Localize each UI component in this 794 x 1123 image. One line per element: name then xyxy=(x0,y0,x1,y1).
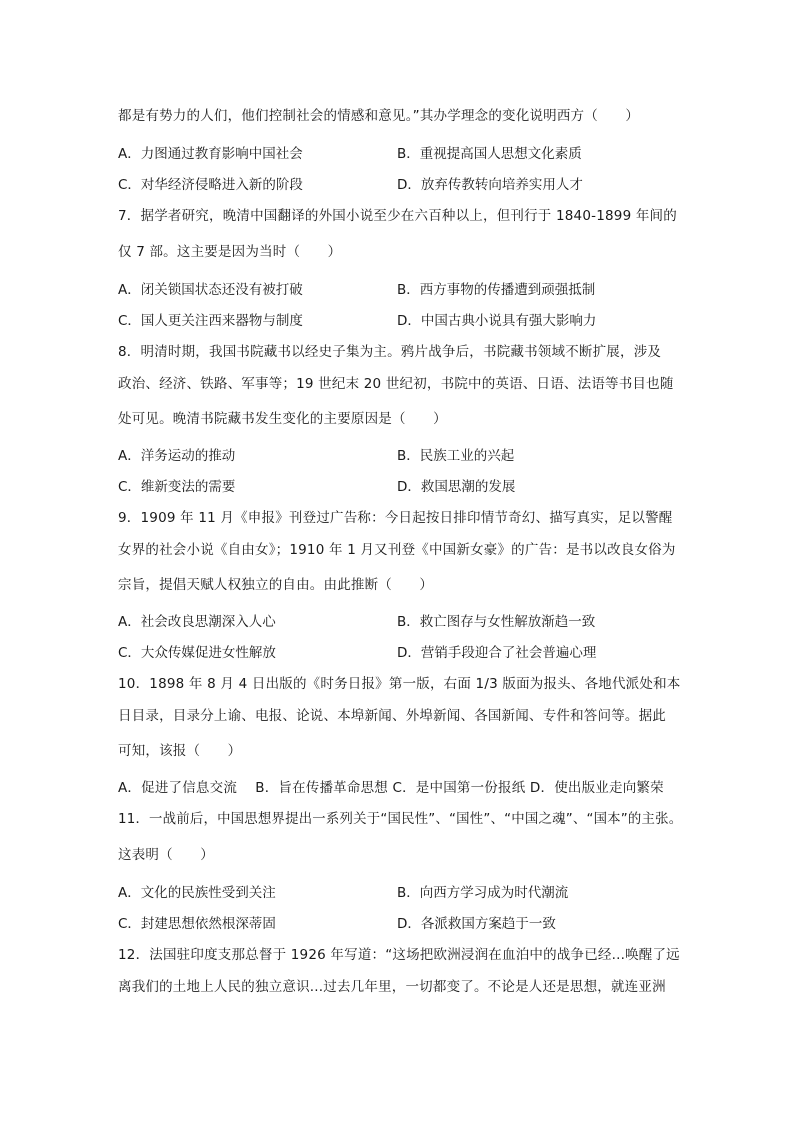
q7-option-b: B．西方事物的传播遭到顽强抵制 xyxy=(397,282,596,298)
q6-option-a: A．力图通过教育影响中国社会 xyxy=(118,146,303,162)
q6-option-d: D．放弃传教转向培养实用人才 xyxy=(397,177,583,193)
q6-option-c: C．对华经济侵略进入新的阶段 xyxy=(118,177,303,193)
q8-stem-line3: 处可见。晚清书院藏书发生变化的主要原因是（ ） xyxy=(118,411,447,427)
q8-option-a: A．洋务运动的推动 xyxy=(118,448,236,464)
q8-stem-line1: 8．明清时期，我国书院藏书以经史子集为主。鸦片战争后，书院藏书领域不断扩展，涉及 xyxy=(118,344,662,360)
q9-option-c: C．大众传媒促进女性解放 xyxy=(118,645,276,661)
q7-stem-line1: 7．据学者研究，晚清中国翻译的外国小说至少在六百种以上，但刊行于 1840-1899 年间的 xyxy=(118,208,677,224)
q8-option-b: B．民族工业的兴起 xyxy=(397,448,515,464)
q7-option-a: A．闭关锁国状态还没有被打破 xyxy=(118,282,303,298)
q10-options: A．促进了信息交流 B．旨在传播革命思想 C．是中国第一份报纸 D．使出版业走向繁荣 xyxy=(118,780,664,796)
q7-option-c: C．国人更关注西来器物与制度 xyxy=(118,313,303,329)
q11-option-b: B．向西方学习成为时代潮流 xyxy=(397,885,569,901)
q8-option-d: D．救国思潮的发展 xyxy=(397,479,516,495)
q6-stem-tail: 都是有势力的人们，他们控制社会的情感和意见。”其办学理念的变化说明西方（ ） xyxy=(118,108,640,124)
q10-stem-line1: 10．1898 年 8 月 4 日出版的《时务日报》第一版，右面 1/3 版面为报头、各地代派处和本 xyxy=(118,676,681,692)
q8-option-c: C．维新变法的需要 xyxy=(118,479,236,495)
q9-stem-line1: 9．1909 年 11 月《申报》刊登过广告称：今日起按日排印情节奇幻、描写真实，足以警醒 xyxy=(118,510,673,526)
q11-option-d: D．各派救国方案趋于一致 xyxy=(397,916,556,932)
q12-stem-line2: 离我们的土地上人民的独立意识...过去几年里，一切都变了。不论是人还是思想，就连亚洲 xyxy=(118,979,666,995)
q11-option-c: C．封建思想依然根深蒂固 xyxy=(118,916,276,932)
q11-option-a: A．文化的民族性受到关注 xyxy=(118,885,276,901)
q8-stem-line2: 政治、经济、铁路、军事等；19 世纪末 20 世纪初，书院中的英语、日语、法语等书目也随 xyxy=(118,376,674,392)
q10-stem-line3: 可知，该报（ ） xyxy=(118,743,242,759)
q11-stem-line2: 这表明（ ） xyxy=(118,847,214,863)
q12-stem-line1: 12．法国驻印度支那总督于 1926 年写道：“这场把欧洲浸润在血泊中的战争已经...唤醒了远 xyxy=(118,947,680,963)
q6-option-b: B．重视提高国人思想文化素质 xyxy=(397,146,582,162)
q10-stem-line2: 日目录，目录分上谕、电报、论说、本埠新闻、外埠新闻、各国新闻、专件和答问等。据此 xyxy=(118,708,666,724)
q9-option-b: B．救亡图存与女性解放渐趋一致 xyxy=(397,614,596,630)
q9-option-a: A．社会改良思潮深入人心 xyxy=(118,614,276,630)
q7-option-d: D．中国古典小说具有强大影响力 xyxy=(397,313,597,329)
q7-stem-line2: 仅 7 部。这主要是因为当时（ ） xyxy=(118,244,342,260)
q9-option-d: D．营销手段迎合了社会普遍心理 xyxy=(397,645,597,661)
q9-stem-line3: 宗旨，提倡天赋人权独立的自由。由此推断（ ） xyxy=(118,577,434,593)
q11-stem-line1: 11．一战前后，中国思想界提出一系列关于“国民性”、“国性”、“中国之魂”、“国本”的主张。 xyxy=(118,811,683,827)
q9-stem-line2: 女界的社会小说《自由女》；1910 年 1 月又刊登《中国新女豪》的广告：是书以改良女俗为 xyxy=(118,542,676,558)
